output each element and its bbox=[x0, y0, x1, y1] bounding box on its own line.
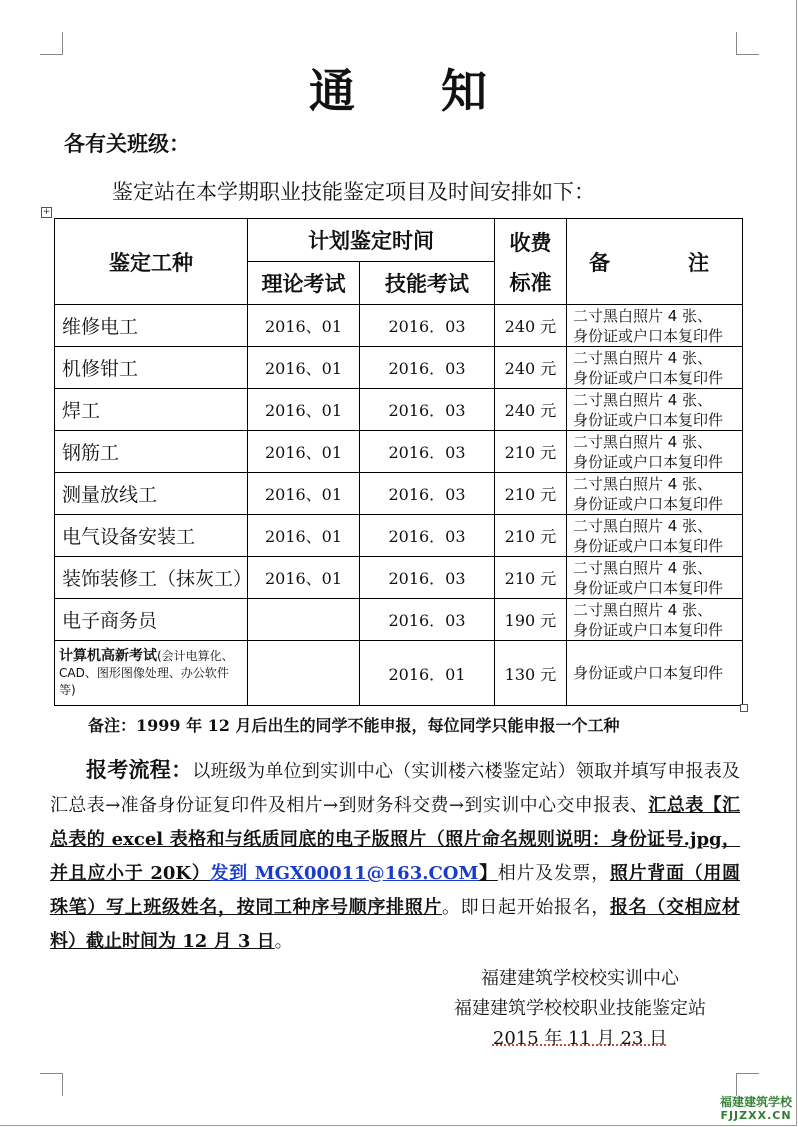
title-char-1: 通 bbox=[309, 64, 357, 118]
cell-theory bbox=[248, 641, 360, 706]
remarks-line1: 二寸黑白照片 4 张、 bbox=[573, 516, 713, 535]
signature-org-2: 福建建筑学校校职业技能鉴定站 bbox=[454, 998, 706, 1019]
cell-fee: 240 元 bbox=[495, 305, 567, 347]
schedule-table bbox=[54, 218, 743, 706]
email-link[interactable]: 发到 MGX00011@163.COM bbox=[210, 863, 479, 884]
table-row bbox=[55, 473, 743, 515]
cell-fee: 210 元 bbox=[495, 473, 567, 515]
header-fee-line2: 标准 bbox=[509, 269, 552, 295]
header-fee-line1: 收费 bbox=[509, 229, 552, 255]
cell-fee: 190 元 bbox=[495, 599, 567, 641]
cell-remarks bbox=[567, 431, 743, 473]
cell-skill: 2016．03 bbox=[360, 305, 495, 347]
cell-fee: 130 元 bbox=[495, 641, 567, 706]
header-remarks-b: 注 bbox=[688, 249, 709, 275]
table-footnote: 备注：1999 年 12 月后出生的同学不能申报，每位同学只能申报一个工种 bbox=[88, 716, 620, 735]
cell-remarks bbox=[567, 347, 743, 389]
procedure-text-5: 照片背面（用圆珠笔）写上班级姓名，按同工种序号顺序排照片 bbox=[50, 863, 741, 918]
table-row bbox=[55, 389, 743, 431]
remarks-line2: 身份证或户口本复印件 bbox=[573, 368, 724, 387]
remarks-line1: 二寸黑白照片 4 张、 bbox=[573, 558, 713, 577]
procedure-text-1: 以班级为单位到实训中心（实训楼六楼鉴定站）领取并填写申报表及汇总表→准备身份证复印件及相片→到财务科交费→到实训中心交申报表、 bbox=[50, 761, 741, 816]
cell-theory: 2016、01 bbox=[248, 431, 360, 473]
cell-remarks bbox=[567, 599, 743, 641]
remarks-line1: 二寸黑白照片 4 张、 bbox=[573, 432, 713, 451]
watermark-line-2: FJJZXX.CN bbox=[720, 1109, 792, 1122]
watermark-logo bbox=[720, 1096, 792, 1122]
intro-paragraph: 鉴定站在本学期职业技能鉴定项目及时间安排如下： bbox=[112, 180, 595, 204]
table-row bbox=[55, 641, 743, 706]
table-row bbox=[55, 599, 743, 641]
cell-remarks bbox=[567, 389, 743, 431]
procedure-lead: 报考流程 bbox=[86, 757, 172, 782]
cell-type: 装饰装修工（抹灰工） bbox=[55, 557, 248, 599]
remarks-line2: 身份证或户口本复印件 bbox=[573, 494, 724, 513]
table-row bbox=[55, 347, 743, 389]
procedure-text-8: 。 bbox=[274, 931, 293, 952]
cell-theory: 2016、01 bbox=[248, 389, 360, 431]
procedure-deadline: 报名（交相应材料）截止时间为 12 月 3 日 bbox=[50, 897, 740, 952]
cell-theory: 2016、01 bbox=[248, 557, 360, 599]
watermark-line-1: 福建建筑学校 bbox=[719, 1095, 792, 1109]
cell-theory: 2016、01 bbox=[248, 473, 360, 515]
procedure-text-6: 。即日起开始报名， bbox=[442, 897, 610, 918]
cell-remarks bbox=[567, 305, 743, 347]
signature-date-text: 2015 年 11 月 23 日 bbox=[492, 1028, 668, 1049]
remarks-line2: 身份证或户口本复印件 bbox=[573, 452, 724, 471]
header-remarks-a: 备 bbox=[589, 249, 610, 275]
cell-fee: 240 元 bbox=[495, 389, 567, 431]
cell-skill: 2016．03 bbox=[360, 431, 495, 473]
signature-date bbox=[440, 1024, 720, 1050]
cell-skill: 2016．03 bbox=[360, 557, 495, 599]
cell-fee: 210 元 bbox=[495, 557, 567, 599]
addressee: 各有关班级： bbox=[64, 131, 190, 156]
cell-skill: 2016．03 bbox=[360, 515, 495, 557]
crop-mark-bottom-left bbox=[40, 1073, 63, 1096]
header-plan-time: 计划鉴定时间 bbox=[248, 219, 495, 262]
cell-remarks bbox=[567, 515, 743, 557]
header-remarks bbox=[567, 219, 743, 305]
procedure-colon: ： bbox=[171, 757, 193, 782]
table-row bbox=[55, 431, 743, 473]
procedure-text-2: 汇总表【汇总表的 excel 表格和与纸质同底的电子版照片（照片命名规则说明：身份证号.jpg，并且应小于 20K） bbox=[50, 795, 741, 884]
procedure-text-4: 相片及发票， bbox=[497, 863, 610, 884]
table-row bbox=[55, 557, 743, 599]
cell-type: 电子商务员 bbox=[55, 599, 248, 641]
cell-skill: 2016．03 bbox=[360, 389, 495, 431]
cell-type: 维修电工 bbox=[55, 305, 248, 347]
cell-skill: 2016．03 bbox=[360, 473, 495, 515]
remarks-line1: 二寸黑白照片 4 张、 bbox=[573, 390, 713, 409]
header-fee bbox=[495, 219, 567, 305]
remarks-line2: 身份证或户口本复印件 bbox=[573, 410, 724, 429]
remarks-line1: 二寸黑白照片 4 张、 bbox=[573, 474, 713, 493]
cell-theory: 2016、01 bbox=[248, 515, 360, 557]
table-move-handle-icon[interactable]: + bbox=[42, 207, 51, 217]
cell-skill: 2016．03 bbox=[360, 599, 495, 641]
table-row bbox=[55, 305, 743, 347]
cell-type: 电气设备安装工 bbox=[55, 515, 248, 557]
cell-fee: 210 元 bbox=[495, 431, 567, 473]
header-skill: 技能考试 bbox=[360, 262, 495, 305]
cell-fee: 210 元 bbox=[495, 515, 567, 557]
table-header-row bbox=[55, 219, 743, 262]
cell-theory bbox=[248, 599, 360, 641]
remarks-line1: 二寸黑白照片 4 张、 bbox=[573, 348, 713, 367]
cell-type-detail: (会计电算化、CAD、图形图像处理、办公软件等) bbox=[59, 648, 234, 697]
remarks-line1: 二寸黑白照片 4 张、 bbox=[573, 600, 713, 619]
cell-remarks bbox=[567, 557, 743, 599]
cell-theory: 2016、01 bbox=[248, 305, 360, 347]
procedure-paragraph bbox=[50, 753, 740, 959]
crop-mark-top-left bbox=[40, 32, 63, 55]
remarks-line1: 二寸黑白照片 4 张、 bbox=[573, 306, 713, 325]
cell-type: 测量放线工 bbox=[55, 473, 248, 515]
table-row bbox=[55, 515, 743, 557]
cell-type bbox=[55, 641, 248, 706]
cell-fee: 240 元 bbox=[495, 347, 567, 389]
remarks-line2: 身份证或户口本复印件 bbox=[573, 326, 724, 345]
cell-remarks: 身份证或户口本复印件 bbox=[567, 641, 743, 706]
page-title bbox=[0, 55, 798, 121]
procedure-text-3: 】 bbox=[478, 863, 498, 884]
table-resize-handle-icon[interactable] bbox=[740, 704, 748, 712]
cell-type-bold: 计算机高新考试 bbox=[59, 647, 157, 664]
signature-org-1: 福建建筑学校校实训中心 bbox=[481, 968, 679, 989]
cell-type: 机修钳工 bbox=[55, 347, 248, 389]
cell-type: 钢筋工 bbox=[55, 431, 248, 473]
cell-skill: 2016．01 bbox=[360, 641, 495, 706]
header-theory: 理论考试 bbox=[248, 262, 360, 305]
cell-skill: 2016．03 bbox=[360, 347, 495, 389]
title-char-2: 知 bbox=[441, 64, 489, 118]
remarks-line2: 身份证或户口本复印件 bbox=[573, 578, 724, 597]
cell-remarks bbox=[567, 473, 743, 515]
remarks-line2: 身份证或户口本复印件 bbox=[573, 536, 724, 555]
crop-mark-top-right bbox=[736, 32, 759, 55]
cell-theory: 2016、01 bbox=[248, 347, 360, 389]
remarks-line2: 身份证或户口本复印件 bbox=[573, 620, 724, 639]
crop-mark-bottom-right bbox=[736, 1073, 759, 1096]
header-type: 鉴定工种 bbox=[55, 219, 248, 305]
cell-type: 焊工 bbox=[55, 389, 248, 431]
